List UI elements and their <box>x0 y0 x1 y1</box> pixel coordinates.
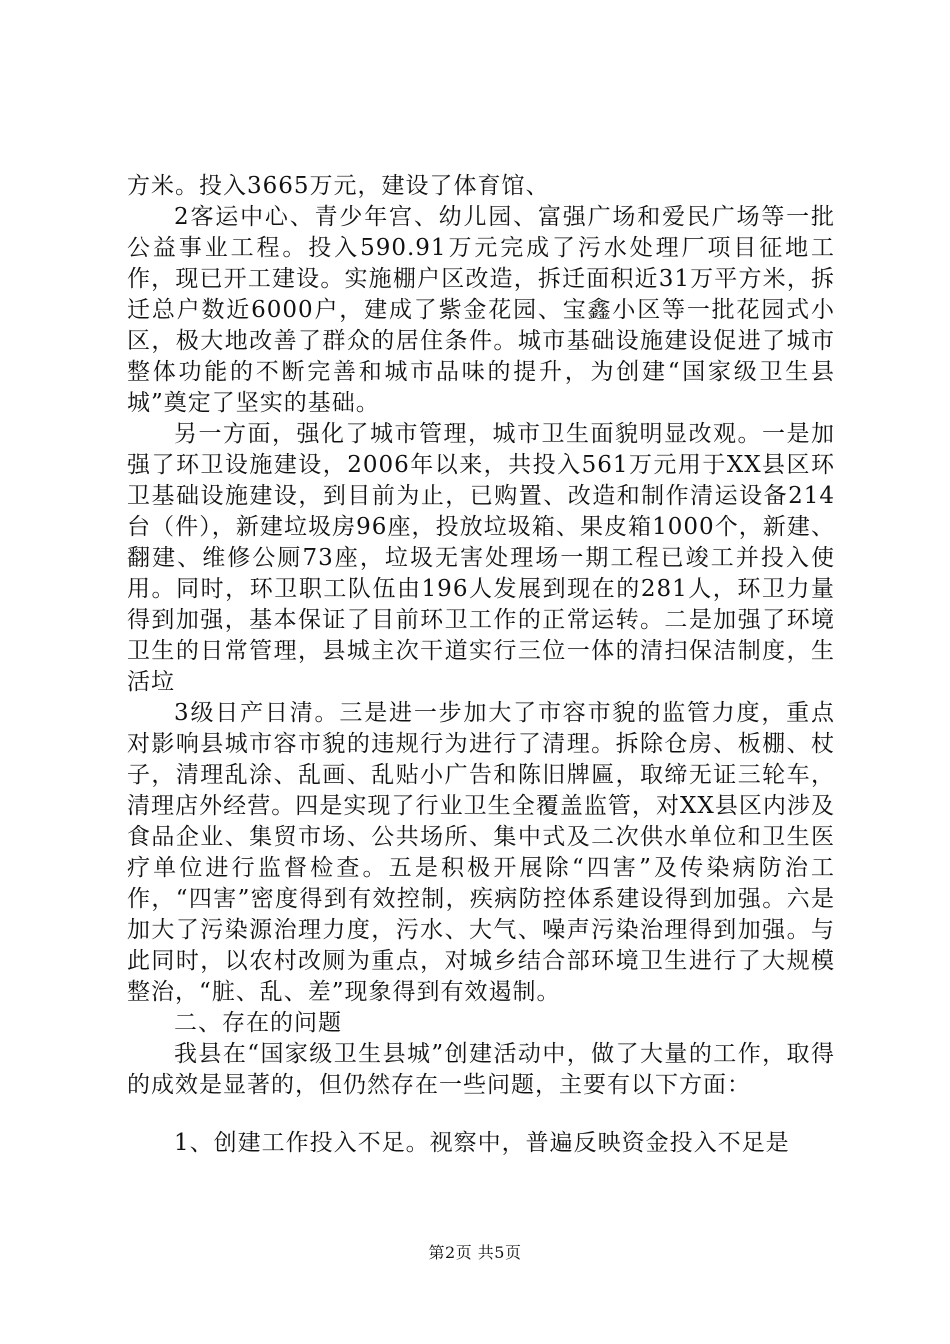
paragraph-infrastructure: 2客运中心、青少年宫、幼儿园、富强广场和爱民广场等一批公益事业工程。投入590.91万元完成了污水处理厂项目征地工作，现已开工建设。实施棚户区改造，拆迁面积近31万平方米，拆迁总户数近6000户，建成了紫金花园、宝鑫小区等一批花园式小区，极大地改善了群众的居住条件。城市基础设施建设促进了城市整体功能的不断完善和城市品味的提升，为创建“国家级卫生县城”奠定了坚实的基础。 <box>127 204 835 416</box>
section-heading-problems: 二、存在的问题 <box>174 1010 342 1036</box>
paragraph-problems-intro: 我县在“国家级卫生县城”创建活动中，做了大量的工作，取得的成效是显著的，但仍然存在一些问题，主要有以下方面： <box>127 1041 835 1098</box>
page-number-footer: 第2页 共5页 <box>428 1243 522 1262</box>
paragraph-continuation: 方米。投入3665万元，建设了体育馆、 <box>127 173 550 199</box>
paragraph-city-management: 另一方面，强化了城市管理，城市卫生面貌明显改观。一是加强了环卫设施建设，2006年以来，共投入561万元用于XX县区环卫基础设施建设，到目前为止，已购置、改造和制作清运设备214台（件），新建垃圾房96座，投放垃圾箱、果皮箱1000个，新建、翻建、维修公厕73座，垃圾无害处理场一期工程已竣工并投入使用。同时，环卫职工队伍由196人发展到现在的281人，环卫力量得到加强，基本保证了目前环卫工作的正常运转。二是加强了环境卫生的日常管理，县城主次干道实行三位一体的清扫保洁制度，生活垃 <box>127 421 835 695</box>
paragraph-city-appearance: 3级日产日清。三是进一步加大了市容市貌的监管力度，重点对影响县城市容市貌的违规行为进行了清理。拆除仓房、板棚、杖子，清理乱涂、乱画、乱贴小广告和陈旧牌匾，取缔无证三轮车，清理店外经营。四是实现了行业卫生全覆盖监管，对XX县区内涉及食品企业、集贸市场、公共场所、集中式及二次供水单位和卫生医疗单位进行监督检查。五是积极开展除“四害”及传染病防治工作，“四害”密度得到有效控制，疾病防控体系建设得到加强。六是加大了污染源治理力度，污水、大气、噪声污染治理得到加强。与此同时，以农村改厕为重点，对城乡结合部环境卫生进行了大规模整治，“脏、乱、差”现象得到有效遏制。 <box>127 700 835 1005</box>
paragraph-insufficient-investment: 1、创建工作投入不足。视察中，普遍反映资金投入不足是 <box>174 1130 790 1156</box>
document-body <box>127 171 835 1159</box>
